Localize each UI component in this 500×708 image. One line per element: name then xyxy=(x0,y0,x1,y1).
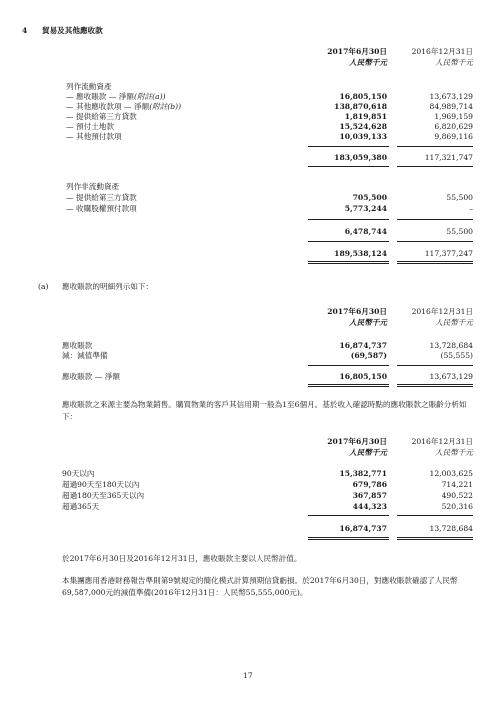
noncurrent-subtotal-c2: 55,500 xyxy=(446,227,473,236)
section-title: 貿易及其他應收款 xyxy=(42,26,103,35)
receivables-net-c1: 16,805,150 xyxy=(339,372,387,381)
aging-row-c2: 520,316 xyxy=(441,502,473,511)
current-row-c2: 1,969,159 xyxy=(434,112,473,121)
section-number: 4 xyxy=(22,26,28,35)
receivables-row-label: 應收賬款 xyxy=(62,341,93,350)
current-row-label: — 應收賬款 — 淨額(附註(a)) xyxy=(66,92,166,101)
page-number: 17 xyxy=(243,671,253,680)
noncurrent-row-c1: 5,773,244 xyxy=(344,204,387,213)
impairment-paragraph: 本集團應用香港財務報告準則第9號規定的簡化模式計算預期信貸虧損。於2017年6月30日，對應收賬款確認了人民幣69,587,000元的減值準備(2016年12月31日：人民幣55,555,000元)。 xyxy=(62,576,458,597)
c1-rule xyxy=(308,146,389,147)
current-row-label: — 預付土地款 xyxy=(66,122,114,131)
c1-double-rule xyxy=(308,263,389,264)
current-row-label: — 其他預付款項 xyxy=(66,132,122,141)
current-subtotal-c2: 117,321,747 xyxy=(424,153,473,162)
c2-rule xyxy=(397,146,473,147)
aging-intro-paragraph: 應收賬款之來源主要為物業銷售。購買物業的客戶其信用期一般為1至6個月。基於收入確認時點的應收賬款之賬齡分析如下： xyxy=(62,400,467,421)
aging-row-c1: 367,857 xyxy=(352,491,387,500)
c2-double-rule xyxy=(397,261,473,262)
noncurrent-row-label: — 提供給第三方貸款 xyxy=(66,193,137,202)
receivables-row-c1: 16,874,737 xyxy=(339,341,387,350)
aging-row-c1: 15,382,771 xyxy=(339,469,387,478)
aging-row-c2: 12,003,625 xyxy=(429,469,473,478)
c1-double-rule xyxy=(308,386,389,387)
c2-double-rule xyxy=(397,386,473,387)
current-row-c1: 1,819,851 xyxy=(344,112,387,121)
receivables-row-label: 減：減值準備 xyxy=(62,351,108,360)
receivables-net-c2: 13,673,129 xyxy=(429,372,473,381)
c2-double-rule xyxy=(397,384,473,385)
aging-row-label: 超過90天至180天以內 xyxy=(62,480,140,489)
c1-double-rule xyxy=(308,537,389,538)
c1-rule xyxy=(308,241,389,242)
aging-row-label: 超過180天至365天以內 xyxy=(62,491,145,500)
col2-unit-header: 人民幣千元 xyxy=(435,58,473,67)
c1-rule xyxy=(308,365,389,366)
c1-double-rule xyxy=(308,539,389,540)
note-a-intro: 應收賬款的明細列示如下： xyxy=(62,282,154,291)
receivables-row-c2: 13,728,684 xyxy=(429,341,473,350)
current-row-label: — 提供給第三方貸款 xyxy=(66,112,137,121)
col1-date-header: 2017年6月30日 xyxy=(327,437,387,446)
c1-rule xyxy=(308,219,389,220)
current-assets-heading: 列作流動資產 xyxy=(66,82,112,91)
col2-unit-header: 人民幣千元 xyxy=(435,448,473,457)
current-row-c1: 15,524,628 xyxy=(339,122,387,131)
aging-row-c1: 444,323 xyxy=(352,502,387,511)
col1-unit-header: 人民幣千元 xyxy=(349,318,387,327)
col2-date-header: 2016年12月31日 xyxy=(411,437,473,446)
aging-total-c1: 16,874,737 xyxy=(339,524,387,533)
grand-total-c1: 189,538,124 xyxy=(334,249,387,258)
current-row-c2: 6,820,629 xyxy=(434,122,473,131)
col2-date-header: 2016年12月31日 xyxy=(411,307,473,316)
aging-row-c2: 490,522 xyxy=(441,491,473,500)
current-row-c1: 138,870,618 xyxy=(334,102,387,111)
c1-double-rule xyxy=(308,261,389,262)
aging-row-label: 90天以內 xyxy=(62,469,95,478)
col2-date-header: 2016年12月31日 xyxy=(411,47,473,56)
current-row-c2: 84,989,714 xyxy=(429,102,473,111)
receivables-net-label: 應收賬款 — 淨額 xyxy=(62,372,120,381)
current-subtotal-c1: 183,059,380 xyxy=(334,153,387,162)
col1-date-header: 2017年6月30日 xyxy=(327,307,387,316)
noncurrent-subtotal-c1: 6,478,744 xyxy=(344,227,387,236)
c2-double-rule xyxy=(397,537,473,538)
col2-unit-header: 人民幣千元 xyxy=(435,318,473,327)
c2-rule xyxy=(397,166,473,167)
noncurrent-assets-heading: 列作非流動資產 xyxy=(66,182,120,191)
noncurrent-row-label: — 收購股權預付款項 xyxy=(66,204,137,213)
c1-double-rule xyxy=(308,384,389,385)
c2-rule xyxy=(397,515,473,516)
note-a-marker: (a) xyxy=(38,282,49,291)
current-row-c1: 10,039,133 xyxy=(339,132,387,141)
c2-double-rule xyxy=(397,539,473,540)
aging-row-c1: 679,786 xyxy=(352,480,387,489)
aging-row-label: 超過365天 xyxy=(62,502,100,511)
col1-unit-header: 人民幣千元 xyxy=(349,58,387,67)
c2-rule xyxy=(397,365,473,366)
aging-total-c2: 13,728,684 xyxy=(429,524,473,533)
receivables-row-c1: (69,587) xyxy=(350,351,387,360)
c1-rule xyxy=(308,166,389,167)
current-row-c1: 16,805,150 xyxy=(339,92,387,101)
current-row-c2: 13,673,129 xyxy=(429,92,473,101)
current-row-label: — 其他應收款項 — 淨額(附註(b)) xyxy=(66,102,182,111)
c2-rule xyxy=(397,219,473,220)
current-row-c2: 9,869,116 xyxy=(434,132,473,141)
col1-unit-header: 人民幣千元 xyxy=(349,448,387,457)
aging-row-c2: 714,221 xyxy=(441,480,473,489)
currency-paragraph: 於2017年6月30日及2016年12月31日，應收賬款主要以人民幣計值。 xyxy=(62,554,302,563)
c2-double-rule xyxy=(397,263,473,264)
col1-date-header: 2017年6月30日 xyxy=(327,47,387,56)
noncurrent-row-c2: 55,500 xyxy=(446,193,473,202)
noncurrent-row-c2: – xyxy=(469,204,473,213)
receivables-row-c2: (55,555) xyxy=(440,351,473,360)
noncurrent-row-c1: 705,500 xyxy=(352,193,387,202)
grand-total-c2: 117,377,247 xyxy=(424,249,473,258)
c1-rule xyxy=(308,515,389,516)
c2-rule xyxy=(397,241,473,242)
